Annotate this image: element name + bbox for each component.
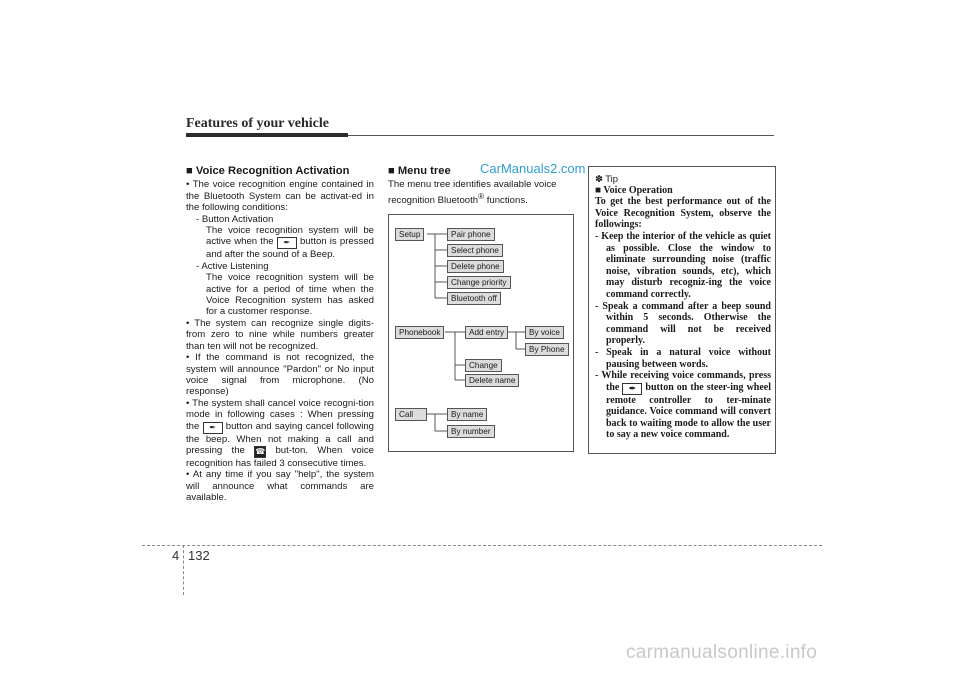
sub-active-listening-title: - Active Listening	[196, 260, 269, 272]
tip-label: ✽ Tip	[595, 173, 618, 184]
site-watermark: carmanualsonline.info	[626, 642, 818, 663]
bullet-cancel-voice-a: • The system shall cancel voice recogni-tion mode in following cases : When pressing the	[186, 397, 374, 432]
node-pair-phone: Pair phone	[447, 228, 495, 241]
node-bluetooth-off: Bluetooth off	[447, 292, 501, 305]
tip-item-natural: - Speak in a natural voice without pausing between words.	[595, 346, 771, 370]
chapter-number: 4	[172, 548, 180, 563]
tip-item-terminate-a: - While receiving voice commands, press the	[595, 370, 771, 393]
node-phonebook: Phonebook	[395, 326, 444, 339]
node-change-priority: Change priority	[447, 276, 511, 289]
bullet-single-digits: • The system can recognize single digits- from zero to nine while numbers greater than ten will not be recognized.	[186, 317, 374, 352]
node-by-name: By name	[447, 408, 487, 421]
menu-tree-intro-b: functions.	[484, 195, 528, 206]
tip-item-terminate	[595, 370, 771, 441]
tip-intro: To get the best performance out of the Voice Recognition System, observe the followings:	[595, 196, 771, 231]
sub-button-activation-text-b: button is pressed and after the sound of a Beep.	[206, 236, 374, 261]
page-section-title: Features of your vehicle	[186, 116, 329, 131]
registered-mark: ®	[478, 191, 485, 201]
node-by-number: By number	[447, 425, 495, 438]
header-rule-thick	[186, 133, 348, 137]
menu-tree-heading: ■ Menu tree	[388, 165, 451, 177]
node-call: Call	[395, 408, 427, 421]
node-delete-phone: Delete phone	[447, 260, 504, 273]
tip-item-beep: - Speak a command after a beep sound within 5 seconds. Otherwise the command will not be received properly.	[595, 300, 771, 347]
header-rule-thin	[348, 135, 774, 136]
bullet-cancel-voice-b: button and saying cancel following the beep. When not making a call and pressing the	[186, 420, 375, 456]
node-setup: Setup	[395, 228, 424, 241]
menu-tree-intro-a: The menu tree identifies available voice recognition Bluetooth	[388, 179, 557, 206]
menu-tree-intro	[388, 179, 576, 206]
footer-rule	[142, 545, 822, 546]
menu-tree-section	[388, 166, 576, 206]
bullet-cancel-voice-c: but-ton. When voice recognition has failed 3 consecutive times.	[186, 444, 375, 469]
tip-item-terminate-b: button on the steer-ing wheel remote controller to ter-minate guidance. Voice command will convert back to waiting mode to allow the user to say a new voice command.	[606, 381, 772, 441]
watermark-link[interactable]: CarManuals2.com	[480, 161, 586, 176]
talk-button-icon: ✒	[277, 237, 297, 249]
menu-tree-diagram	[388, 214, 574, 452]
bullet-help: • At any time if you say "help", the system will announce what commands are available.	[186, 469, 374, 504]
node-add-entry: Add entry	[465, 326, 508, 339]
node-select-phone: Select phone	[447, 244, 503, 257]
voice-activation-section	[186, 166, 374, 504]
bullet-cancel-voice	[186, 398, 374, 470]
voice-activation-heading: ■ Voice Recognition Activation	[186, 165, 350, 177]
node-by-voice: By voice	[525, 326, 564, 339]
end-call-button-icon: ☎	[255, 446, 266, 456]
node-by-phone: By Phone	[525, 343, 569, 356]
footer-vertical-rule	[183, 545, 184, 595]
bullet-engine-conditions: • The voice recognition engine contained in the Bluetooth System can be activat-ed in the following conditions:	[186, 179, 374, 214]
node-delete-name: Delete name	[465, 374, 519, 387]
talk-button-icon: ✒	[203, 422, 223, 434]
bullet-not-recognized: • If the command is not recognized, the system will announce "Pardon" or No input voice signal from microphone. (No response)	[186, 352, 374, 398]
talk-button-icon: ✒	[622, 383, 642, 395]
sub-button-activation-text-a: The voice recognition system will be active when the	[206, 225, 374, 248]
sub-active-listening-text: The voice recognition system will be active for a period of time when the Voice Recognition system has asked for a customer response.	[206, 272, 374, 318]
node-change: Change	[465, 359, 502, 372]
tip-item-quiet: - Keep the interior of the vehicle as quiet as possible. Close the window to eliminate surrounding noise (traffic noise, vibration sounds, etc), which may disturb recogniz-ing the voice command correctly.	[595, 230, 771, 300]
page-number: 132	[188, 548, 210, 563]
tip-box	[588, 166, 776, 454]
tip-title: ■ Voice Operation	[595, 184, 673, 196]
sub-button-activation-text	[186, 225, 374, 261]
sub-button-activation-title: - Button Activation	[196, 213, 274, 225]
